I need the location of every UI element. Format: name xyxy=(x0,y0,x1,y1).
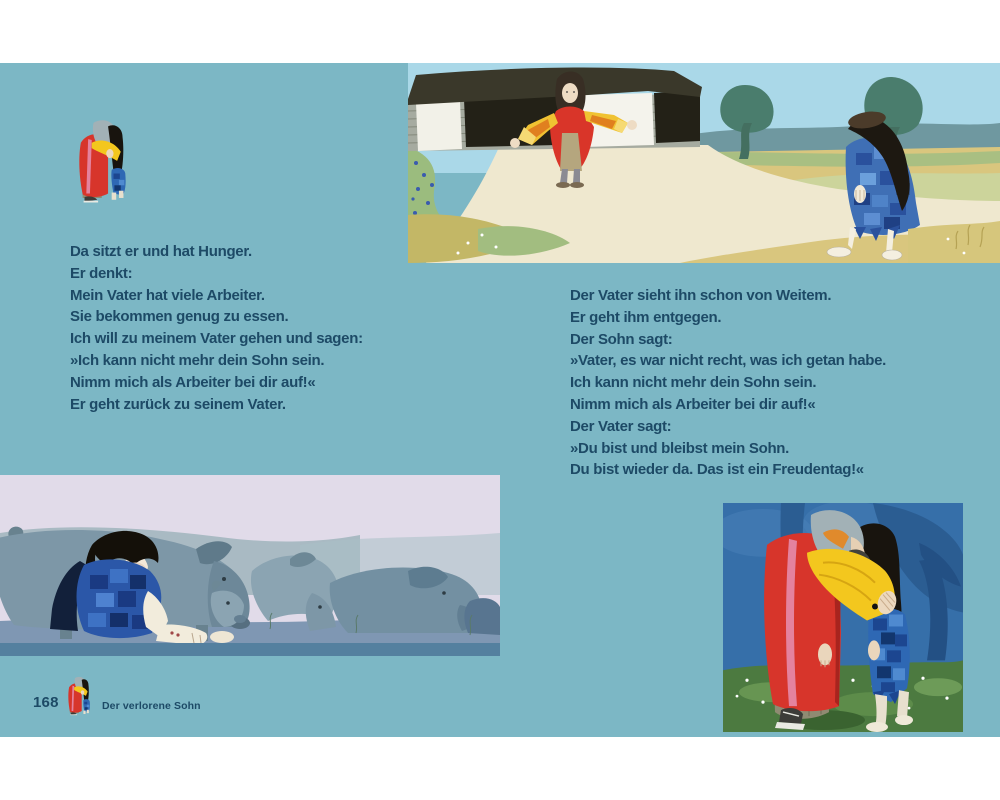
illustration-father-house-son-returning xyxy=(408,63,1000,263)
text-line: Er denkt: xyxy=(70,264,133,282)
illustration-son-with-pigs xyxy=(0,475,500,656)
text-line: Du bist wieder da. Das ist ein Freudentag!« xyxy=(570,461,864,479)
text-line: »Ich kann nicht mehr dein Sohn sein. xyxy=(70,351,325,369)
text-line: Ich will zu meinem Vater gehen und sagen: xyxy=(70,330,363,348)
text-line: Nimm mich als Arbeiter bei dir auf!« xyxy=(570,395,816,413)
text-line: Er geht zurück zu seinem Vater. xyxy=(70,395,286,413)
illustration-father-embracing-son xyxy=(723,503,963,732)
text-line: Der Sohn sagt: xyxy=(570,330,673,348)
mini-hug-illustration xyxy=(70,115,128,203)
chapter-title: Der verlorene Sohn xyxy=(102,700,201,712)
text-line: Da sitzt er und hat Hunger. xyxy=(70,243,252,260)
text-line: Er geht ihm entgegen. xyxy=(570,308,722,326)
text-line: »Vater, es war nicht recht, was ich getan habe. xyxy=(570,352,887,370)
story-text-right xyxy=(570,285,886,481)
text-line: Sie bekommen genug zu essen. xyxy=(70,308,289,326)
text-line: Der Vater sagt: xyxy=(570,417,672,435)
story-text-left xyxy=(70,241,363,415)
text-line: Nimm mich als Arbeiter bei dir auf!« xyxy=(70,373,316,391)
text-line: Mein Vater hat viele Arbeiter. xyxy=(70,286,265,304)
text-line: Der Vater sieht ihn schon von Weitem. xyxy=(570,287,832,304)
page-number: 168 xyxy=(33,694,59,711)
text-line: Ich kann nicht mehr dein Sohn sein. xyxy=(570,374,817,392)
text-line: »Du bist und bleibst mein Sohn. xyxy=(570,439,790,457)
chapter-hug-icon xyxy=(64,673,91,717)
